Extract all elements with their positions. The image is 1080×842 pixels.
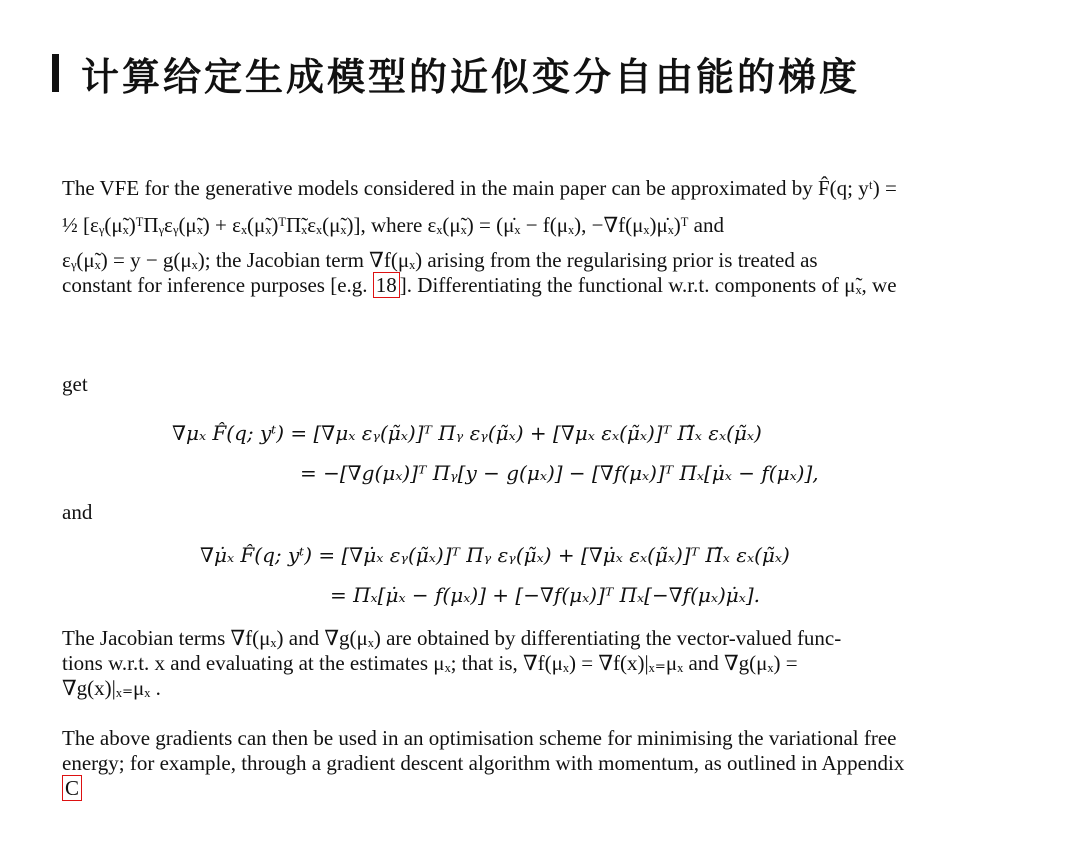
p1-line4-a: constant for inference purposes [e.g. bbox=[62, 273, 368, 297]
eq2-line2: = Πₓ[μ̇ₓ − f(μₓ)] + [−∇f(μₓ)]ᵀ Πₓ[−∇f(μₓ)μ̇ₓ]. bbox=[330, 583, 761, 607]
p3-line2: energy; for example, through a gradient descent algorithm with momentum, as outlined in Appendix bbox=[62, 751, 905, 775]
section-heading bbox=[52, 38, 1052, 108]
eq1-line2: = −[∇g(μₓ)]ᵀ Πᵧ[y − g(μₓ)] − [∇f(μₓ)]ᵀ Πₓ[μ̇ₓ − f(μₓ)], bbox=[300, 461, 819, 485]
p1-line3: εᵧ(μ̃ₓ) = y − g(μₓ); the Jacobian term ∇f(μₓ) arising from the regularising prior is treated as bbox=[62, 248, 818, 272]
paragraph-jacobian bbox=[62, 626, 1022, 701]
p2-line3: ∇g(x)|ₓ₌μₓ . bbox=[62, 676, 161, 700]
and-label: and bbox=[62, 500, 93, 524]
p1-line4 bbox=[62, 273, 1022, 298]
paragraph-gradients bbox=[62, 726, 1022, 801]
p3-line3 bbox=[62, 776, 1022, 801]
get-label: get bbox=[62, 372, 88, 396]
eq2-line1: ∇μ̇ₓ F̂(q; yᵗ) = [∇μ̇ₓ εᵧ(μ̃ₓ)]ᵀ Πᵧ εᵧ(μ̃ₓ) + [∇μ̇ₓ εₓ(μ̃ₓ)]ᵀ Π̃ₓ εₓ(μ̃ₓ) bbox=[200, 543, 790, 567]
p1-line2: ½ [εᵧ(μ̃ₓ)ᵀΠᵧεᵧ(μ̃ₓ) + εₓ(μ̃ₓ)ᵀΠ̃ₓεₓ(μ̃ₓ)], where εₓ(μ̃ₓ) = (μ̇ₓ − f(μₓ), −∇f(μₓ)μ̇ₓ)ᵀ and bbox=[62, 213, 724, 237]
eq1-line1: ∇μₓ F̂(q; yᵗ) = [∇μₓ εᵧ(μ̃ₓ)]ᵀ Πᵧ εᵧ(μ̃ₓ) + [∇μₓ εₓ(μ̃ₓ)]ᵀ Π̃ₓ εₓ(μ̃ₓ) bbox=[172, 421, 762, 445]
p1-line1: The VFE for the generative models considered in the main paper can be approximated by F̂(q; yᵗ) = bbox=[62, 176, 897, 200]
paragraph-vfe bbox=[62, 176, 1022, 298]
p1-line4-b: ]. Differentiating the functional w.r.t. components of μ̃ₓ, we bbox=[399, 273, 897, 297]
p2-line2: tions w.r.t. x and evaluating at the estimates μₓ; that is, ∇f(μₓ) = ∇f(x)|ₓ₌μₓ and ∇g(μₓ) = bbox=[62, 651, 798, 675]
p3-line1: The above gradients can then be used in an optimisation scheme for minimising the variational free bbox=[62, 726, 897, 750]
heading-bar bbox=[52, 54, 59, 92]
citation-link[interactable]: 18 bbox=[373, 272, 400, 298]
appendix-link[interactable]: C bbox=[62, 775, 82, 801]
p2-line1: The Jacobian terms ∇f(μₓ) and ∇g(μₓ) are obtained by differentiating the vector-valued func- bbox=[62, 626, 842, 650]
heading-title: 计算给定生成模型的近似变分自由能的梯度 bbox=[81, 54, 861, 99]
